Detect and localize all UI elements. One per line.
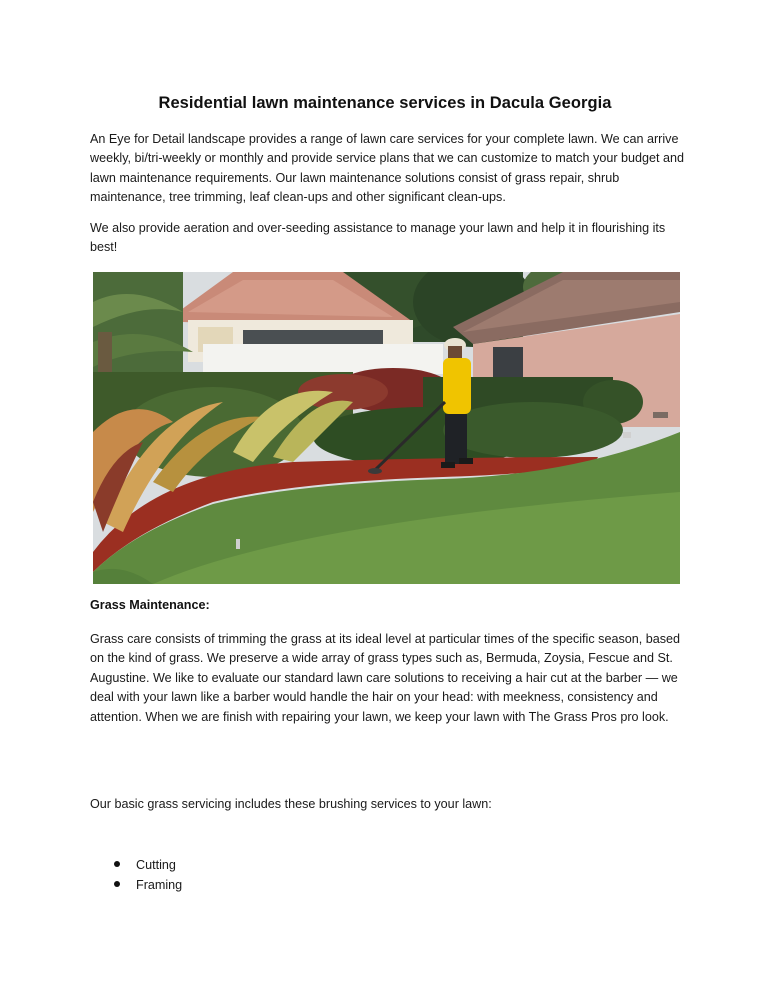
services-list [110,855,182,895]
grass-maintenance-paragraph: Grass care consists of trimming the grass at its ideal level at particular times of the specific season, based on the kind of grass. We preserve a wide array of grass types such as, Bermuda, Zoysia, Fescue and St. Augustine. We like to evaluate our standard lawn care solutions to receiving a hair cut at the barber — we deal with your lawn like a barber would handle the hair on your head: with meekness, consistency and attention. When we are finish with repairing your lawn, we keep your lawn with The Grass Pros pro look. [90,632,681,724]
intro-paragraph-1: An Eye for Detail landscape provides a range of lawn care services for your complete lawn. We can arrive weekly, bi/tri-weekly or monthly and provide service plans that we can customize to match your budget and lawn maintenance requirements. Our lawn maintenance solutions consist of grass repair, shrub maintenance, tree trimming, leaf clean-ups and other significant clean-ups. [90,132,685,205]
page-title: Residential lawn maintenance services in Dacula Georgia [158,94,612,112]
lawn-worker-photo [93,272,680,584]
section-heading: Grass Maintenance: [90,598,210,612]
intro-paragraph-2: We also provide aeration and over-seeding assistance to manage your lawn and help it in flourishing its best! [90,221,666,255]
bullet-icon [114,881,120,887]
list-item-label: Framing [136,878,183,892]
services-intro: Our basic grass servicing includes these brushing services to your lawn: [90,797,492,811]
list-item [110,875,182,895]
list-item-label: Cutting [136,858,176,872]
list-item [110,855,182,875]
bullet-icon [114,861,120,867]
